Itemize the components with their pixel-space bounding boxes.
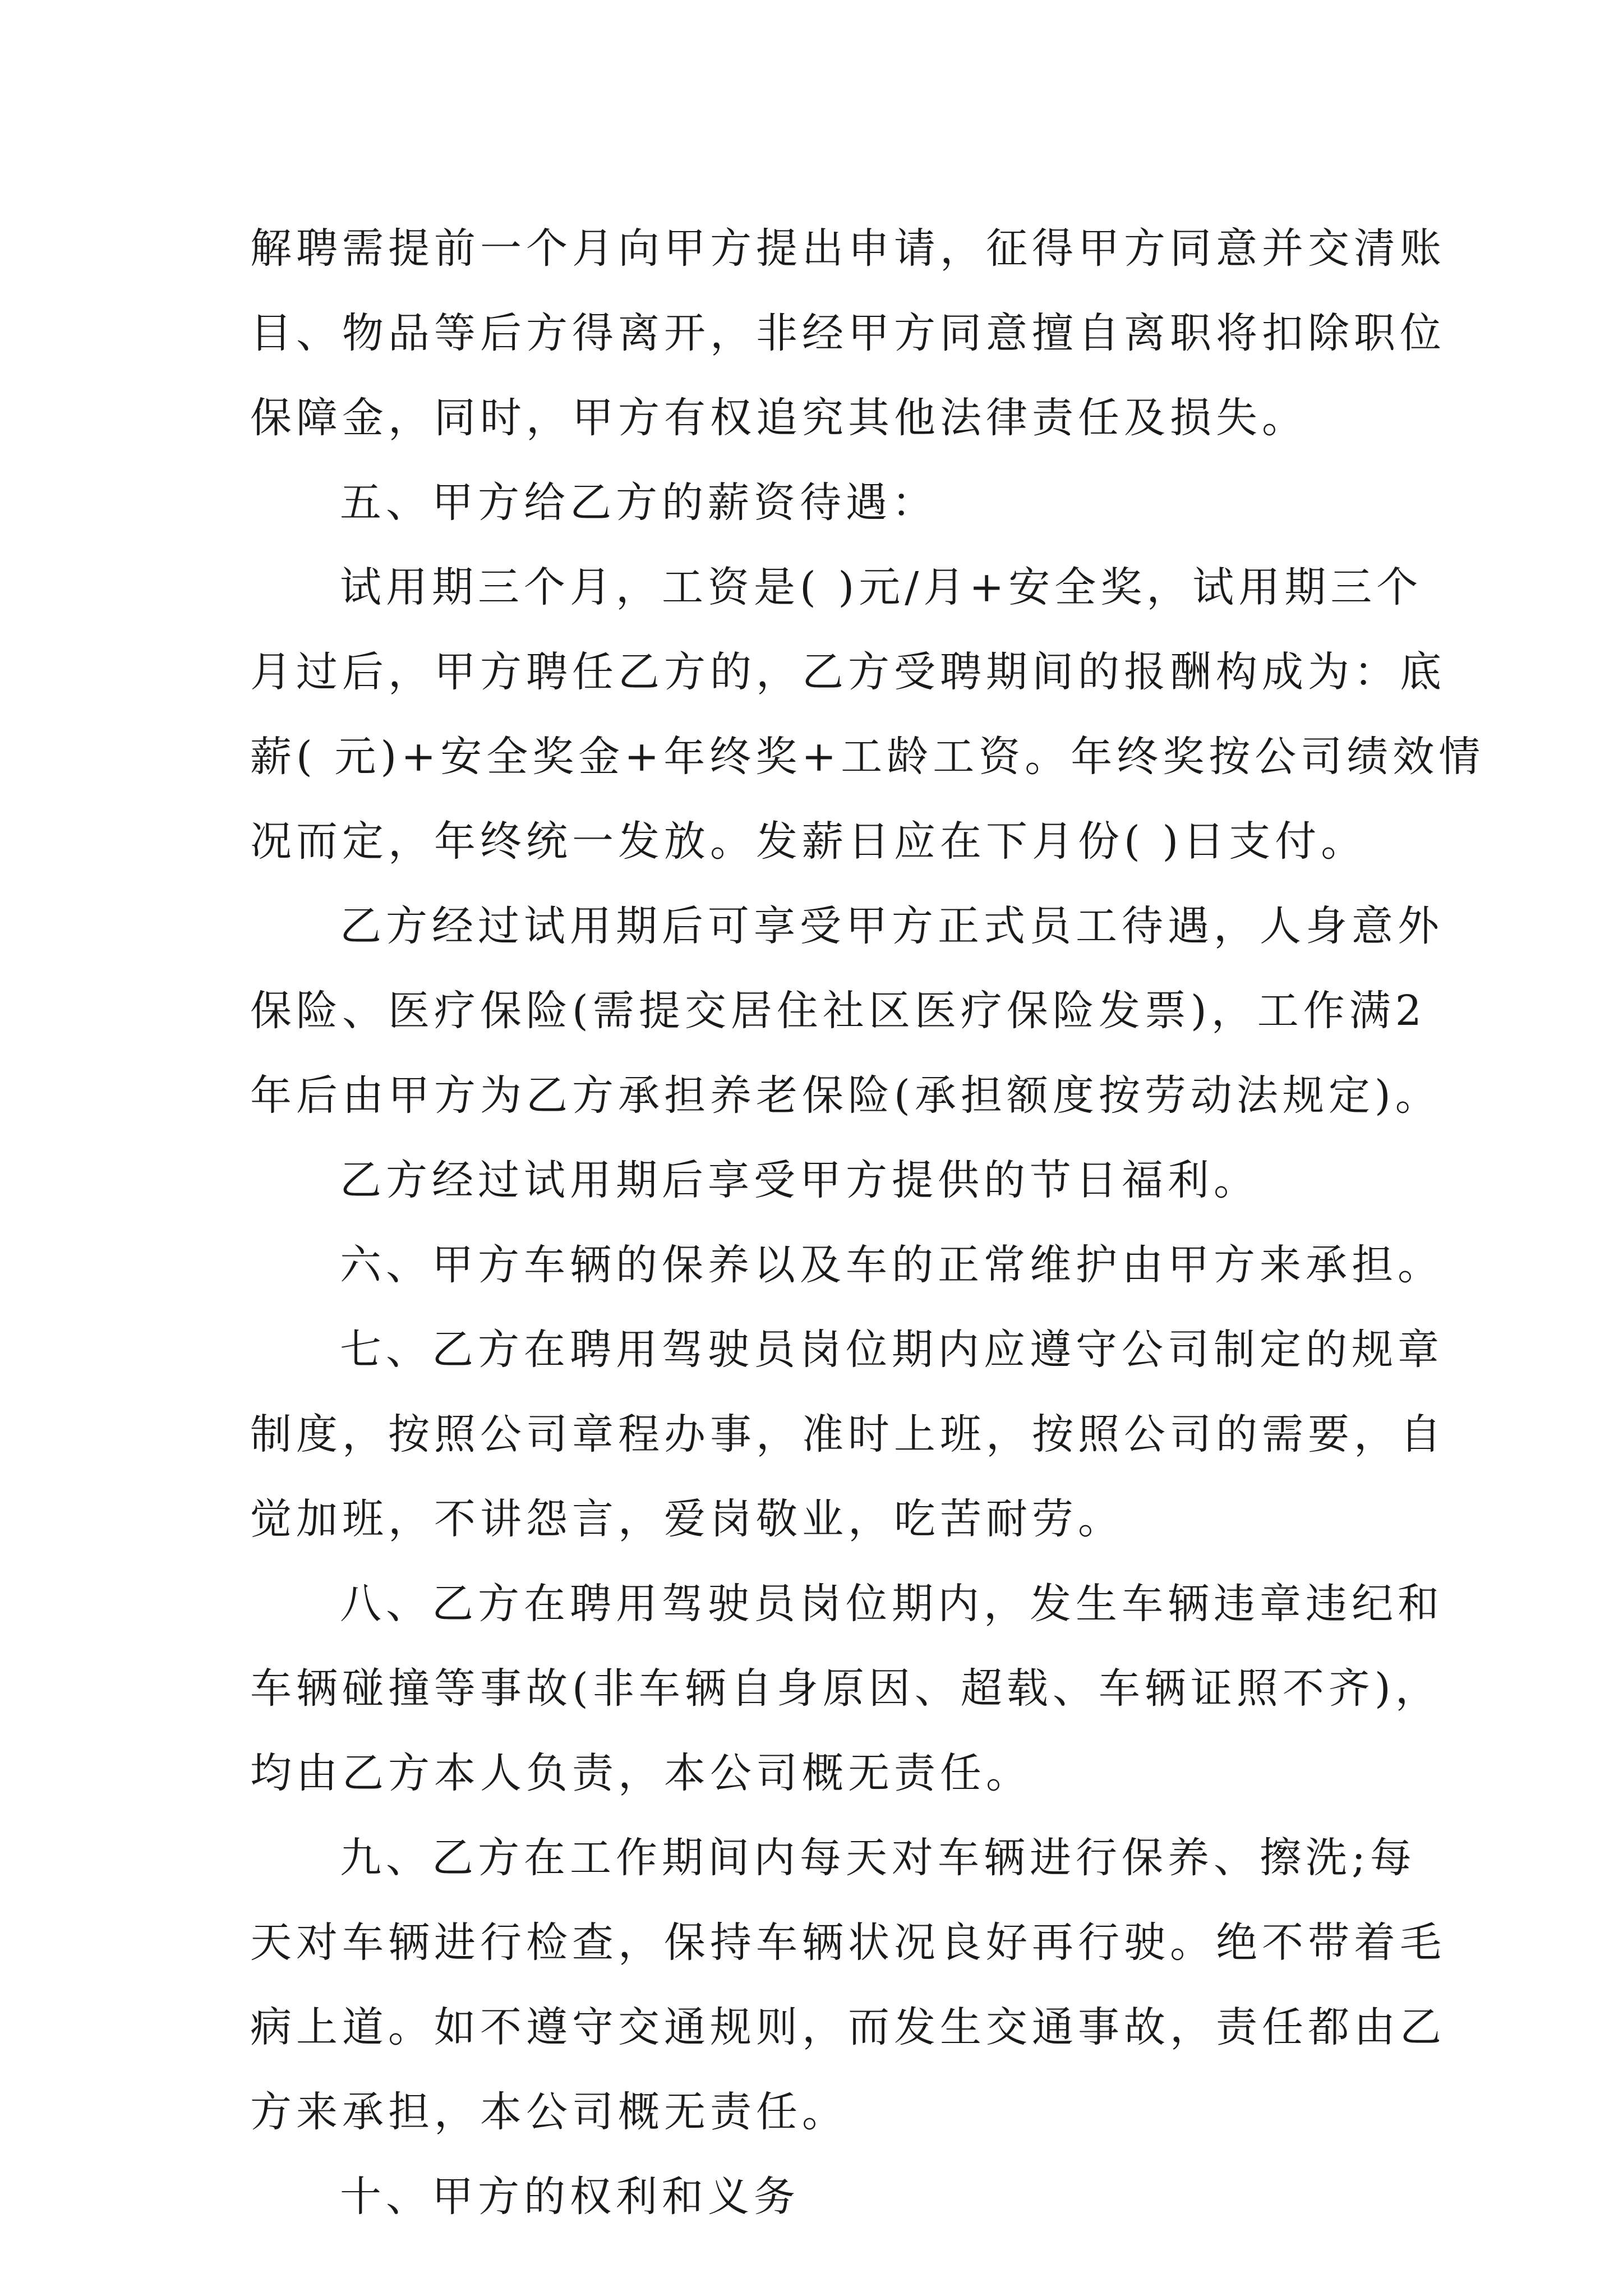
text-line: 觉加班，不讲怨言，爱岗敬业，吃苦耐劳。 <box>250 1495 1124 1543</box>
text-line: 目、物品等后方得离开，非经甲方同意擅自离职将扣除职位 <box>250 309 1446 357</box>
text-line: 月过后，甲方聘任乙方的，乙方受聘期间的报酬构成为：底 <box>250 648 1446 696</box>
section-heading-seven: 七、乙方在聘用驾驶员岗位期内应遵守公司制定的规章 <box>340 1326 1444 1374</box>
text-line: 年后由甲方为乙方承担养老保险(承担额度按劳动法规定)。 <box>250 1071 1441 1120</box>
text-line: 乙方经过试用期后可享受甲方正式员工待遇，人身意外 <box>340 902 1444 950</box>
text-line: 方来承担，本公司概无责任。 <box>250 2088 848 2136</box>
section-heading-six: 六、甲方车辆的保养以及车的正常维护由甲方来承担。 <box>340 1241 1444 1289</box>
text-line: 乙方经过试用期后享受甲方提供的节日福利。 <box>340 1156 1260 1204</box>
text-line: 况而定，年终统一发放。发薪日应在下月份( )日支付。 <box>250 817 1367 866</box>
section-heading-five: 五、甲方给乙方的薪资待遇： <box>340 478 938 527</box>
section-heading-eight: 八、乙方在聘用驾驶员岗位期内，发生车辆违章违纪和 <box>340 1580 1444 1628</box>
text-line: 均由乙方本人负责，本公司概无责任。 <box>250 1749 1032 1797</box>
text-line: 病上道。如不遵守交通规则，而发生交通事故，责任都由乙 <box>250 2003 1446 2051</box>
section-heading-nine: 九、乙方在工作期间内每天对车辆进行保养、擦洗;每 <box>340 1834 1416 1882</box>
text-line: 车辆碰撞等事故(非车辆自身原因、超载、车辆证照不齐)， <box>250 1664 1441 1713</box>
text-line: 制度，按照公司章程办事，准时上班，按照公司的需要，自 <box>250 1410 1446 1458</box>
contract-body <box>250 206 1485 2239</box>
text-line: 保障金，同时，甲方有权追究其他法律责任及损失。 <box>250 394 1308 442</box>
text-line: 薪( 元)+安全奖金+年终奖+工龄工资。年终奖按公司绩效情 <box>250 733 1485 781</box>
text-line: 保险、医疗保险(需提交居住社区医疗保险发票)，工作满2 <box>250 987 1426 1035</box>
text-line: 解聘需提前一个月向甲方提出申请，征得甲方同意并交清账 <box>250 224 1446 273</box>
text-line: 天对车辆进行检查，保持车辆状况良好再行驶。绝不带着毛 <box>250 1918 1446 1967</box>
text-line: 试用期三个月，工资是( )元/月+安全奖，试用期三个 <box>340 563 1423 611</box>
section-heading-ten: 十、甲方的权利和义务 <box>340 2173 800 2221</box>
